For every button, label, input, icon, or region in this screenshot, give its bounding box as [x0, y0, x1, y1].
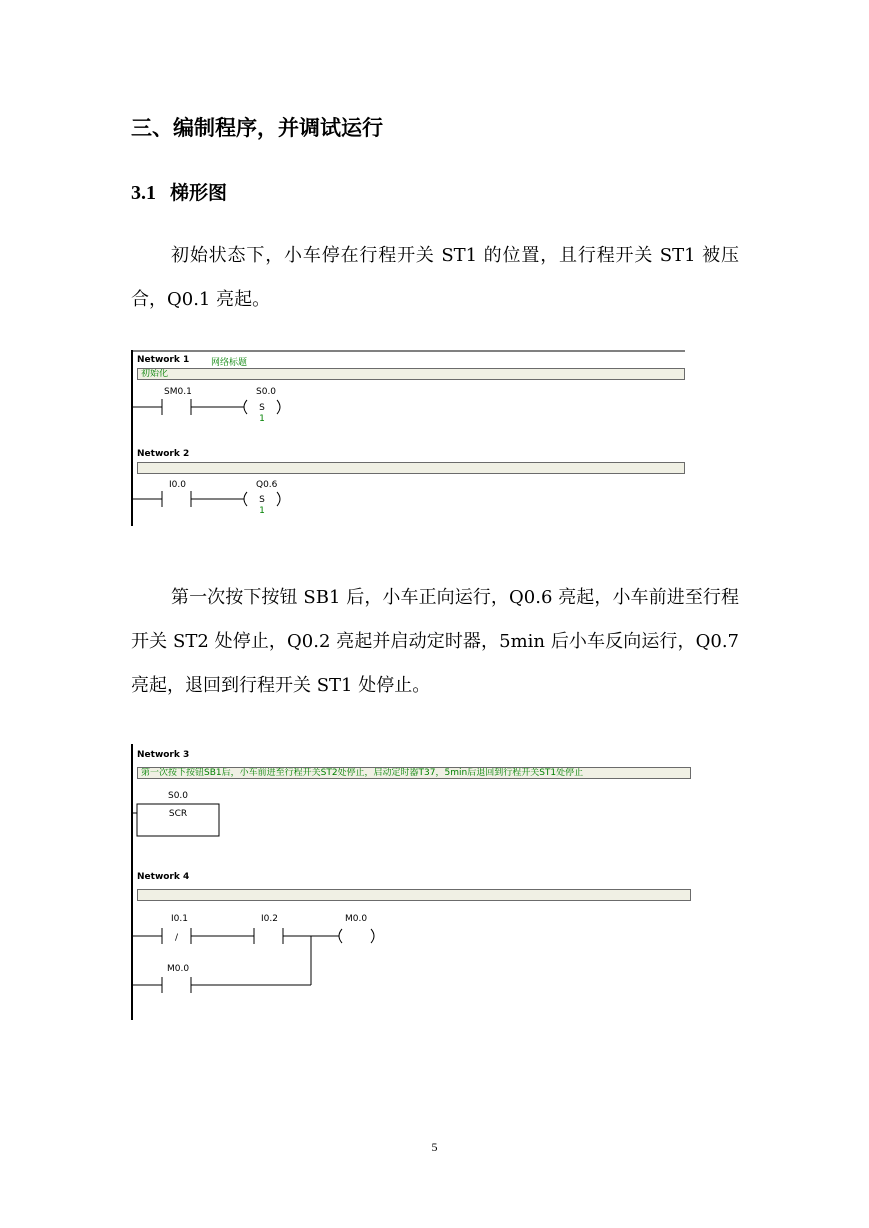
ladder-diagram-1 — [131, 350, 691, 526]
contact-address: SM0.1 — [164, 387, 192, 397]
subsection-title: 梯形图 — [170, 182, 228, 204]
network-3-comment: 第一次按下按钮SB1后，小车前进至行程开关ST2处停止，启动定时器T37，5min后退回到行程开关ST1处停止 — [137, 767, 691, 779]
paragraph-initial-state — [131, 234, 739, 322]
ladder-lines-2 — [131, 744, 693, 1020]
contact-type: / — [174, 933, 179, 943]
coil-left-arc — [339, 929, 342, 943]
section-heading: 三、编制程序，并调试运行 — [131, 116, 383, 140]
coil-left-arc — [244, 492, 247, 506]
paragraph-text: 第一次按下按钮 SB1 后，小车正向运行，Q0.6 亮起，小车前进至行程开关 ST2 处停止，Q0.2 亮起并启动定时器，5min 后小车反向运行，Q0.7 亮起，退回到行程开关 ST1 处停止。 — [131, 587, 739, 696]
subsection-heading — [131, 178, 227, 205]
coil-param: 1 — [259, 414, 265, 424]
page-number: 5 — [431, 1140, 438, 1154]
network-1-comment: 初始化 — [137, 368, 685, 380]
coil-right-arc — [277, 492, 280, 506]
coil-address: M0.0 — [345, 914, 368, 924]
subsection-number: 3.1 — [131, 182, 156, 204]
coil-left-arc — [244, 400, 247, 414]
contact-address: M0.0 — [167, 964, 190, 974]
paragraph-text: 初始状态下，小车停在行程开关 ST1 的位置，且行程开关 ST1 被压合，Q0.1 亮起。 — [131, 245, 739, 310]
paragraph-forward-run — [131, 576, 739, 708]
contact-address: I0.2 — [261, 914, 278, 924]
contact-address: I0.0 — [169, 480, 186, 490]
coil-address: Q0.6 — [256, 480, 278, 490]
coil-right-arc — [371, 929, 374, 943]
network-1-title: 网络标题 — [211, 358, 248, 368]
network-4-label: Network 4 — [137, 872, 190, 882]
coil-type: S — [259, 495, 265, 505]
network-4-comment — [137, 889, 691, 901]
network-2-label: Network 2 — [137, 449, 190, 459]
network-2-comment — [137, 462, 685, 474]
coil-param: 1 — [259, 506, 265, 516]
scr-label: SCR — [168, 809, 188, 819]
ladder-diagram-2 — [131, 744, 693, 1020]
coil-type: S — [259, 403, 265, 413]
network-3-label: Network 3 — [137, 750, 190, 760]
scr-address: S0.0 — [167, 791, 189, 801]
contact-address: I0.1 — [171, 914, 188, 924]
coil-address: S0.0 — [256, 387, 277, 397]
network-1-label: Network 1 — [137, 355, 190, 365]
coil-right-arc — [277, 400, 280, 414]
